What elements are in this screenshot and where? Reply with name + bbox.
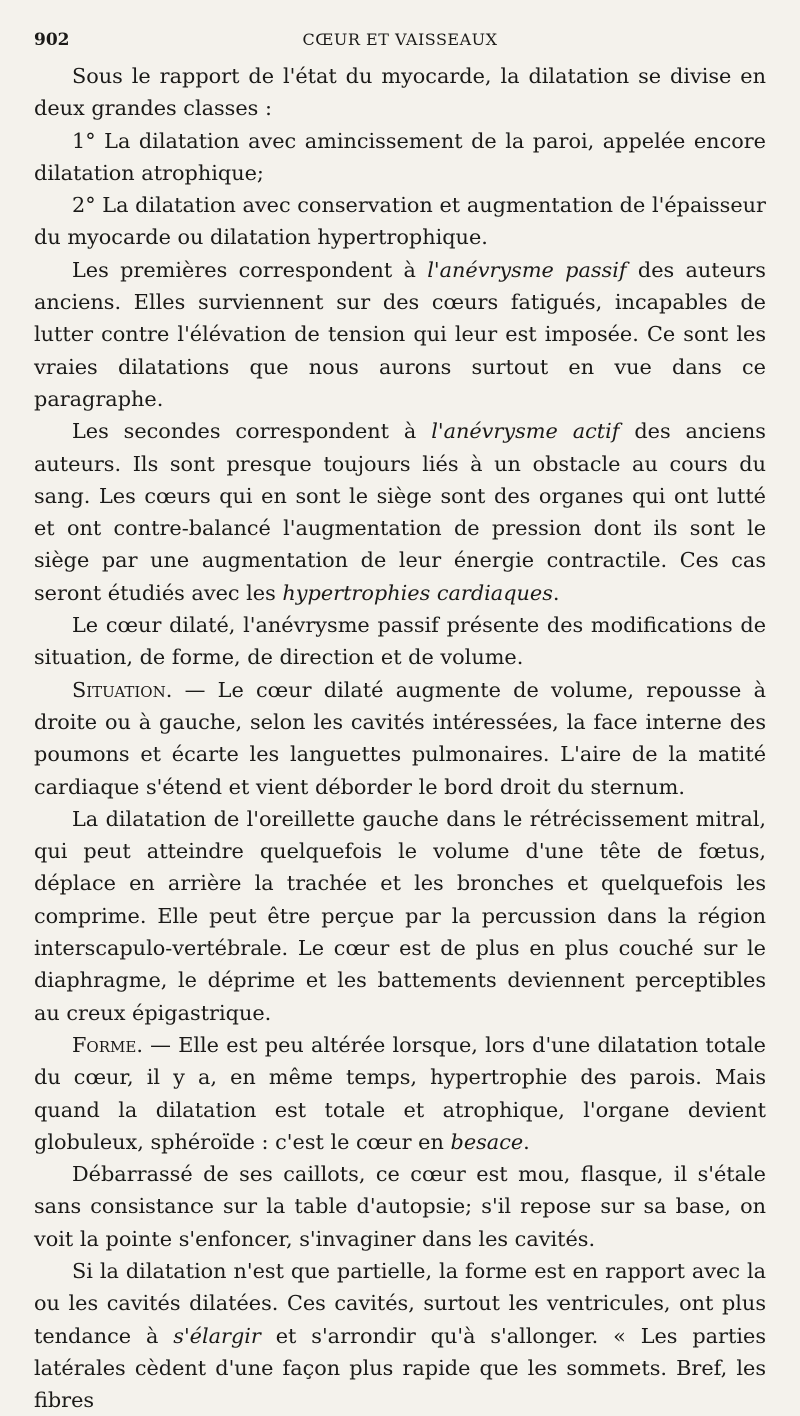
paragraph-text: Sous le rapport de l'état du myocarde, la dilatation se divise en deux grandes classes : [34,64,766,121]
paragraph-text: — Le cœur dilaté augmente de volume, repousse à droite ou à gauche, selon les cavités intéressées, la face interne des poumons et écarte les languettes pulmonaires. L'aire de la matité cardiaque s'étend et vient déborder le bord droit du sternum. [34,677,766,799]
emphasis: besace [450,1129,524,1154]
paragraph [34,125,766,190]
paragraph [34,609,766,674]
emphasis: l'anévrysme actif [431,419,620,444]
paragraph [34,60,766,125]
paragraph-text: . [552,580,560,605]
running-head [34,26,766,60]
emphasis: l'anévrysme passif [427,257,627,282]
paragraph [34,674,766,803]
paragraph-text: Si la dilatation n'est que partielle, la forme est en rapport avec la ou les cavités dilatées. Ces cavités, surtout les ventricules, ont plus tendance à [34,1258,766,1348]
page-number: 902 [34,30,70,50]
paragraph [34,254,766,415]
section-heading: Forme. [72,1032,143,1057]
paragraph-text: 2° La dilatation avec conservation et augmentation de l'épaisseur du myocarde ou dilatation hypertrophique. [34,193,766,250]
paragraph-text: des auteurs anciens. Elles surviennent sur des cœurs fatigués, incapables de lutter contre l'élévation de tension qui leur est imposée. Ce sont les vraies dilatations que nous aurons surtout en vue dans ce paragraphe. [34,257,766,411]
paragraph-text: Débarrassé de ses caillots, ce cœur est mou, flasque, il s'étale sans consistance sur la table d'autopsie; s'il repose sur sa base, on voit la pointe s'enfoncer, s'invaginer dans les cavités. [34,1162,766,1251]
emphasis: hypertrophies cardiaques [282,580,553,605]
paragraph [34,803,766,1029]
paragraph [34,415,766,609]
paragraph-text: La dilatation de l'oreillette gauche dans le rétrécissement mitral, qui peut atteindre quelquefois le volume d'une tête de fœtus, déplace en arrière la trachée et les bronches et quelquefois les comprime. Elle peut être perçue par la percussion dans la région interscapulo-vertébrale. Le cœur est de plus en plus couché sur le diaphragme, le déprime et les battements deviennent perceptibles au creux épigastrique. [34,806,766,1025]
paragraph-text: Le cœur dilaté, l'anévrysme passif présente des modifications de situation, de forme, de direction et de volume. [34,613,766,670]
paragraph-text: . [523,1129,530,1154]
paragraph-text: Les premières correspondent à [72,257,428,282]
paragraph [34,1255,766,1416]
paragraph [34,1158,766,1255]
section-heading: Situation. [72,677,173,702]
paragraph [34,1029,766,1158]
paragraph [34,189,766,254]
emphasis: s'élargir [173,1323,261,1348]
body-text [34,60,766,1416]
paragraph-text: 1° La dilatation avec amincissement de la paroi, appelée encore dilatation atrophique; [34,128,766,185]
running-title: CŒUR ET VAISSEAUX [302,30,498,49]
paragraph-text: et s'arrondir qu'à s'allonger. « Les parties latérales cèdent d'une façon plus rapide que les sommets. Bref, les fibres [34,1323,766,1413]
paragraph-text: Les secondes correspondent à [72,419,432,444]
paragraph-text: — Elle est peu altérée lorsque, lors d'une dilatation totale du cœur, il y a, en même temps, hypertrophie des parois. Mais quand la dilatation est totale et atrophique, l'organe devient globuleux, sphéroïde : c'est le cœur en [34,1032,766,1154]
paragraph-text: des anciens auteurs. Ils sont presque toujours liés à un obstacle au cours du sang. Les cœurs qui en sont le siège sont des organes qui ont lutté et ont contre-balancé l'augmentation de pression dont ils sont le siège par une augmentation de leur énergie contractile. Ces cas seront étudiés avec les [34,419,766,605]
